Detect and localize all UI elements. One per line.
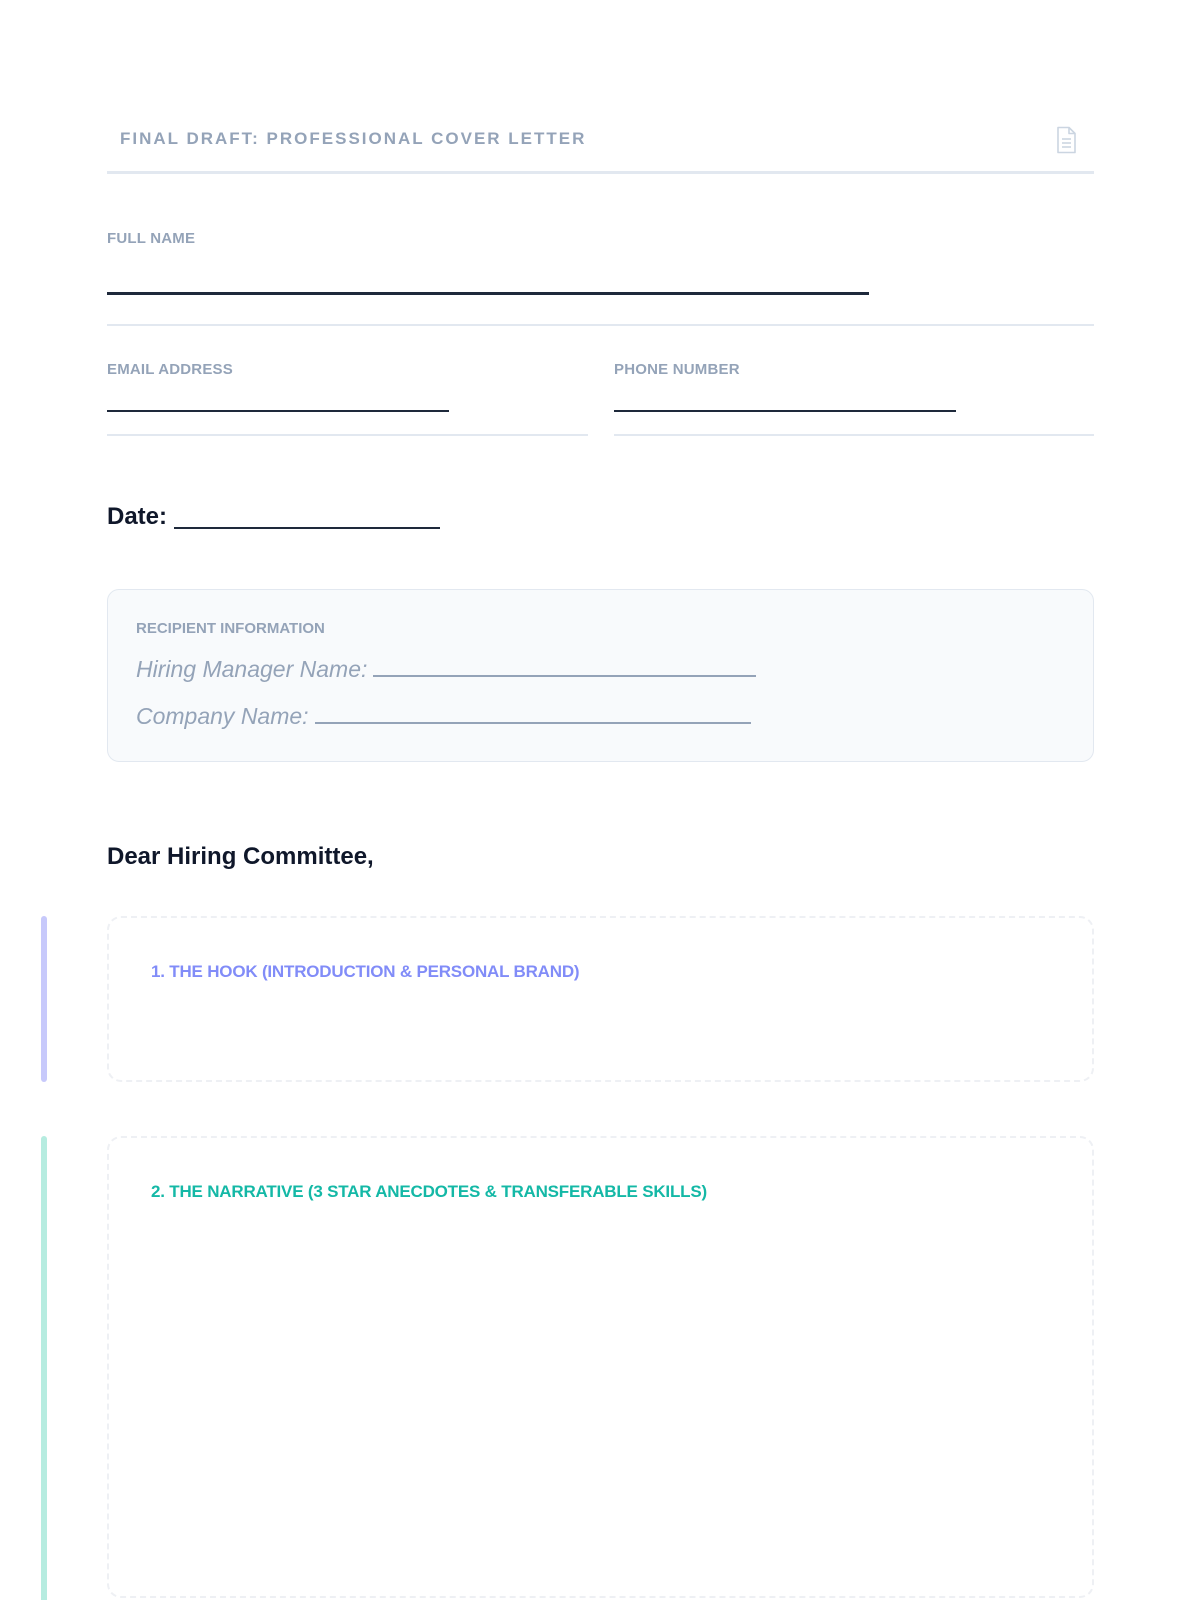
document-icon[interactable] xyxy=(1054,126,1078,154)
recipient-info-card xyxy=(107,589,1094,762)
hiring-manager-label: Hiring Manager Name: xyxy=(136,656,368,682)
company-row xyxy=(136,703,751,730)
document-title: FINAL DRAFT: PROFESSIONAL COVER LETTER xyxy=(120,129,587,148)
full-name-label: FULL NAME xyxy=(107,230,196,247)
hiring-manager-field[interactable] xyxy=(373,675,756,677)
company-label: Company Name: xyxy=(136,703,309,729)
narrative-section-title: 2. THE NARRATIVE (3 STAR ANECDOTES & TRANSFERABLE SKILLS) xyxy=(151,1182,707,1201)
recipient-heading: RECIPIENT INFORMATION xyxy=(136,620,325,637)
hook-section-title: 1. THE HOOK (INTRODUCTION & PERSONAL BRAND) xyxy=(151,962,580,981)
narrative-accent-bar xyxy=(41,1136,47,1600)
phone-divider xyxy=(614,434,1094,436)
email-label: EMAIL ADDRESS xyxy=(107,361,233,378)
full-name-field[interactable] xyxy=(107,292,869,295)
hook-accent-bar xyxy=(41,916,47,1082)
email-divider xyxy=(107,434,588,436)
full-name-divider xyxy=(107,324,1094,326)
salutation: Dear Hiring Committee, xyxy=(107,843,374,870)
document-header xyxy=(107,119,1094,174)
phone-field[interactable] xyxy=(614,410,956,412)
narrative-section[interactable] xyxy=(107,1136,1094,1598)
date-label: Date: xyxy=(107,503,168,530)
date-field[interactable] xyxy=(174,527,440,529)
hiring-manager-row xyxy=(136,656,756,683)
hook-section[interactable] xyxy=(107,916,1094,1082)
company-field[interactable] xyxy=(315,722,751,724)
phone-label: PHONE NUMBER xyxy=(614,361,740,378)
email-field[interactable] xyxy=(107,410,449,412)
